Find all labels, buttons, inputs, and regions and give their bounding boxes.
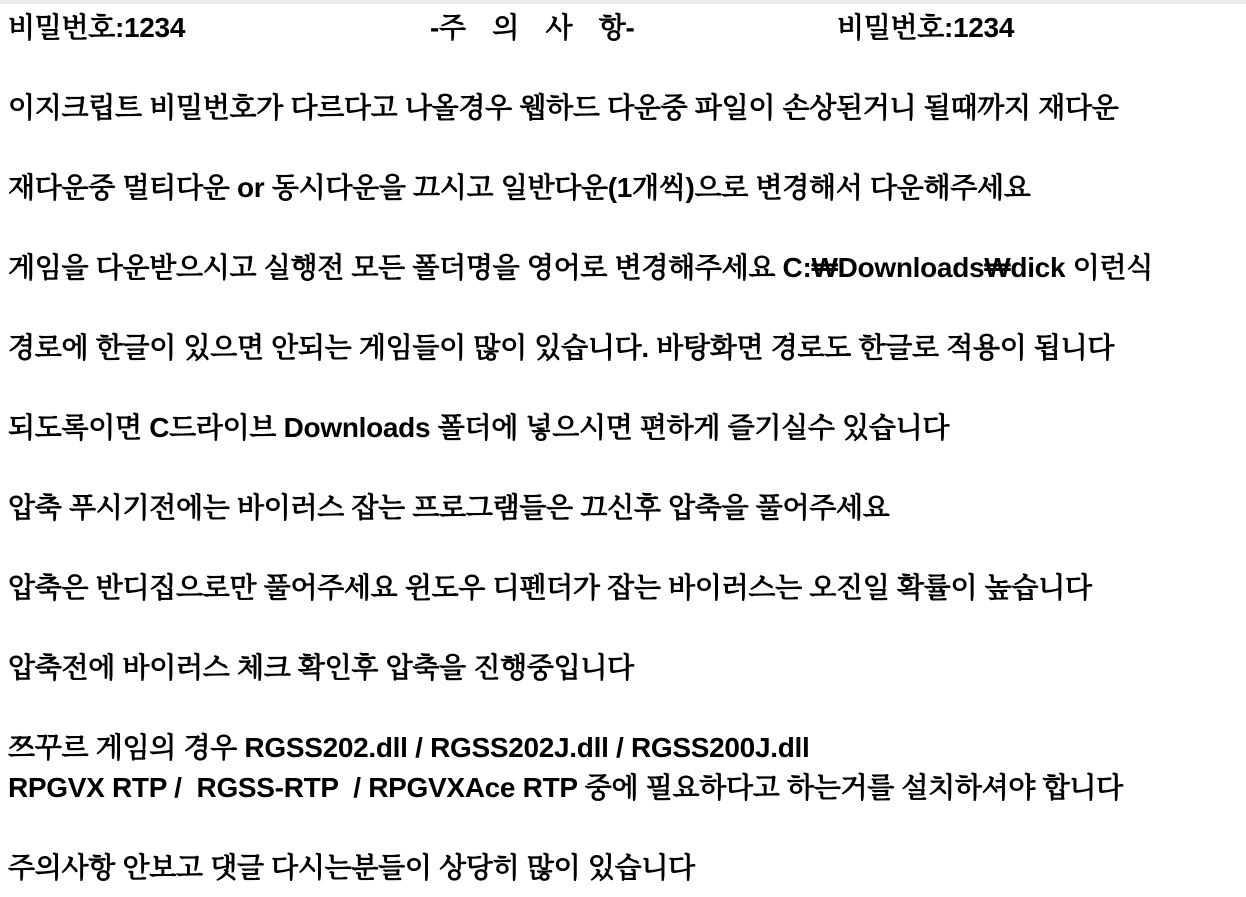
notice-line — [8, 48, 1246, 88]
notice-line: RPGVX RTP / RGSS-RTP / RPGVXAce RTP 중에 필요하다고 하는거를 설치하셔야 합니다 — [8, 772, 1123, 803]
notice-document — [0, 4, 1246, 897]
notice-line: 압축전에 바이러스 체크 확인후 압축을 진행중입니다 — [8, 652, 634, 683]
notice-title: -주 의 사 항- — [430, 12, 635, 43]
notice-line: 재다운중 멀티다운 or 동시다운을 끄시고 일반다운(1개씩)으로 변경해서 다운해주세요 — [8, 172, 1031, 203]
notice-line: 이지크립트 비밀번호가 다르다고 나올경우 웹하드 다운중 파일이 손상된거니 될때까지 재다운 — [8, 92, 1119, 123]
notice-line — [8, 688, 1246, 728]
notice-lines — [8, 48, 1246, 888]
notice-line — [8, 208, 1246, 248]
notice-line: 주의사항 안보고 댓글 다시는분들이 상당히 많이 있습니다 — [8, 852, 695, 883]
header-row — [8, 8, 1246, 48]
notice-line: 경로에 한글이 있으면 안되는 게임들이 많이 있습니다. 바탕화면 경로도 한글로 적용이 됩니다 — [8, 332, 1115, 363]
notice-line — [8, 288, 1246, 328]
notice-line — [8, 128, 1246, 168]
notice-line: 쯔꾸르 게임의 경우 RGSS202.dll / RGSS202J.dll / RGSS200J.dll — [8, 732, 810, 763]
notice-line: 되도록이면 C드라이브 Downloads 폴더에 넣으시면 편하게 즐기실수 있습니다 — [8, 412, 950, 443]
notice-line — [8, 528, 1246, 568]
notice-line — [8, 808, 1246, 848]
notice-line — [8, 608, 1246, 648]
notice-line: 압축은 반디집으로만 풀어주세요 윈도우 디펜더가 잡는 바이러스는 오진일 확률이 높습니다 — [8, 572, 1092, 603]
notice-line — [8, 368, 1246, 408]
notice-line: 압축 푸시기전에는 바이러스 잡는 프로그램들은 끄신후 압축을 풀어주세요 — [8, 492, 890, 523]
password-right: 비밀번호:1234 — [837, 12, 1015, 43]
notice-line: 게임을 다운받으시고 실행전 모든 폴더명을 영어로 변경해주세요 C:₩Downloads₩dick 이런식 — [8, 252, 1153, 283]
notice-line — [8, 448, 1246, 488]
password-left: 비밀번호:1234 — [8, 12, 186, 43]
